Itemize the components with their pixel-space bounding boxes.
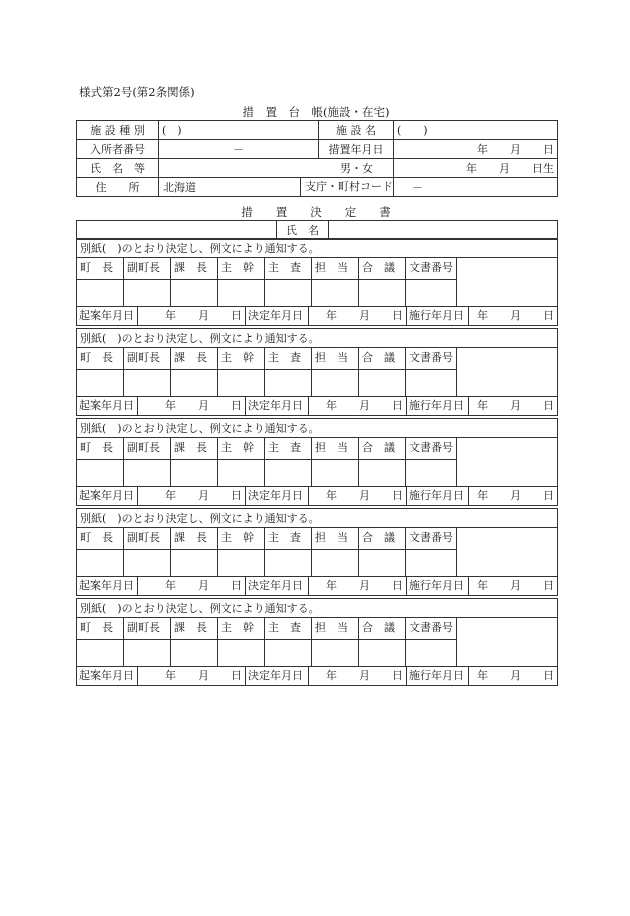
role-label: 文書番号	[406, 528, 457, 550]
role-label: 課 長	[171, 438, 218, 460]
address-value[interactable]	[159, 178, 394, 197]
approval-block	[76, 418, 558, 506]
role-label: 副町長	[124, 348, 171, 370]
role-label: 町 長	[77, 348, 124, 370]
role-label: 合 議	[359, 438, 406, 460]
decision-name-value[interactable]	[329, 221, 558, 240]
stamp-cell[interactable]	[406, 280, 457, 307]
role-label: 担 当	[312, 438, 359, 460]
decision-name-label: 氏 名	[277, 221, 329, 240]
stamp-cell[interactable]	[124, 640, 171, 667]
role-label: 副町長	[124, 438, 171, 460]
stamp-cell[interactable]	[124, 370, 171, 397]
stamp-cell[interactable]	[171, 640, 218, 667]
measure-date-label: 措置年月日	[319, 140, 394, 159]
enforce-date-label: 施行年月日	[407, 487, 469, 505]
stamp-cell[interactable]	[171, 550, 218, 577]
decide-date-value[interactable]: 年 月 日	[309, 307, 407, 325]
stamp-cell[interactable]	[406, 550, 457, 577]
stamp-cell[interactable]	[359, 370, 406, 397]
stamp-cell[interactable]	[171, 280, 218, 307]
role-label: 主 査	[265, 528, 312, 550]
enforce-date-label: 施行年月日	[407, 577, 469, 595]
approval-block	[76, 508, 558, 596]
enforce-date-label: 施行年月日	[407, 397, 469, 415]
name-label: 氏 名 等	[77, 159, 159, 178]
draft-date-label: 起案年月日	[77, 487, 138, 505]
stamp-cell[interactable]	[124, 280, 171, 307]
role-label: 課 長	[171, 528, 218, 550]
stamp-cell[interactable]	[171, 460, 218, 487]
block-note: 別紙( )のとおり決定し、例文により通知する。	[77, 509, 558, 528]
approval-block	[76, 238, 558, 326]
block-blank	[457, 348, 558, 397]
draft-date-label: 起案年月日	[77, 577, 138, 595]
address-text: 北海道	[163, 181, 196, 194]
stamp-cell[interactable]	[77, 460, 124, 487]
admission-no-value[interactable]: －	[159, 140, 319, 159]
role-label: 課 長	[171, 618, 218, 640]
block-blank	[457, 258, 558, 307]
block-note: 別紙( )のとおり決定し、例文により通知する。	[77, 599, 558, 618]
enforce-date-label: 施行年月日	[407, 667, 469, 685]
stamp-cell[interactable]	[218, 280, 265, 307]
decide-date-value[interactable]: 年 月 日	[309, 397, 407, 415]
facility-type-label: 施 設 種 別	[77, 121, 159, 140]
role-label: 主 幹	[218, 438, 265, 460]
stamp-cell[interactable]	[265, 460, 312, 487]
role-label: 主 幹	[218, 528, 265, 550]
role-label: 合 議	[359, 618, 406, 640]
stamp-cell[interactable]	[218, 550, 265, 577]
form-id: 様式第2号(第2条関係)	[79, 85, 195, 99]
role-label: 合 議	[359, 258, 406, 280]
draft-date-value[interactable]: 年 月 日	[138, 397, 246, 415]
gender-value[interactable]: 男・女	[159, 159, 394, 178]
stamp-cell[interactable]	[218, 640, 265, 667]
approval-block	[76, 328, 558, 416]
stamp-cell[interactable]	[312, 640, 359, 667]
role-label: 合 議	[359, 528, 406, 550]
ledger-title: 措 置 台 帳(施設・在宅)	[242, 105, 390, 119]
stamp-cell[interactable]	[406, 370, 457, 397]
role-label: 主 幹	[218, 348, 265, 370]
draft-date-label: 起案年月日	[77, 667, 138, 685]
stamp-cell[interactable]	[312, 550, 359, 577]
decide-date-label: 決定年月日	[246, 307, 309, 325]
draft-date-value[interactable]: 年 月 日	[138, 487, 246, 505]
measure-date-value[interactable]: 年 月 日	[394, 140, 558, 159]
draft-date-label: 起案年月日	[77, 307, 138, 325]
stamp-cell[interactable]	[124, 550, 171, 577]
decide-date-label: 決定年月日	[246, 667, 309, 685]
block-note: 別紙( )のとおり決定し、例文により通知する。	[77, 419, 558, 438]
role-label: 担 当	[312, 618, 359, 640]
decision-title: 措 置 決 定 書	[241, 205, 391, 219]
stamp-cell[interactable]	[77, 370, 124, 397]
decide-date-value[interactable]: 年 月 日	[309, 577, 407, 595]
role-label: 主 査	[265, 438, 312, 460]
enforce-date-label: 施行年月日	[407, 307, 469, 325]
role-label: 文書番号	[406, 258, 457, 280]
draft-date-label: 起案年月日	[77, 397, 138, 415]
stamp-cell[interactable]	[265, 280, 312, 307]
role-label: 副町長	[124, 258, 171, 280]
facility-name-value[interactable]: ( )	[394, 121, 558, 140]
role-label: 課 長	[171, 258, 218, 280]
role-label: 町 長	[77, 258, 124, 280]
role-label: 主 幹	[218, 618, 265, 640]
stamp-cell[interactable]	[265, 550, 312, 577]
stamp-cell[interactable]	[312, 460, 359, 487]
stamp-cell[interactable]	[218, 460, 265, 487]
stamp-cell[interactable]	[171, 370, 218, 397]
block-blank	[457, 618, 558, 667]
birth-value[interactable]: 年 月 日生	[394, 159, 558, 178]
role-label: 副町長	[124, 618, 171, 640]
header-table	[76, 120, 558, 197]
enforce-date-value[interactable]: 年 月 日	[477, 579, 555, 592]
stamp-cell[interactable]	[77, 280, 124, 307]
role-label: 担 当	[312, 528, 359, 550]
role-label: 主 査	[265, 258, 312, 280]
decide-date-label: 決定年月日	[246, 397, 309, 415]
stamp-cell[interactable]	[359, 640, 406, 667]
role-label: 担 当	[312, 348, 359, 370]
draft-date-value[interactable]: 年 月 日	[138, 667, 246, 685]
stamp-cell[interactable]	[359, 550, 406, 577]
role-label: 町 長	[77, 528, 124, 550]
decide-date-label: 決定年月日	[246, 487, 309, 505]
stamp-cell[interactable]	[218, 370, 265, 397]
stamp-cell[interactable]	[406, 460, 457, 487]
enforce-date-value[interactable]: 年 月 日	[477, 309, 555, 322]
enforce-date-value[interactable]: 年 月 日	[477, 669, 555, 682]
stamp-cell[interactable]	[265, 640, 312, 667]
draft-date-value[interactable]: 年 月 日	[138, 307, 246, 325]
facility-name-label: 施 設 名	[319, 121, 394, 140]
role-label: 町 長	[77, 618, 124, 640]
role-label: 課 長	[171, 348, 218, 370]
decide-date-value[interactable]: 年 月 日	[309, 487, 407, 505]
facility-type-value[interactable]: ( )	[159, 121, 319, 140]
approval-block	[76, 598, 558, 686]
role-label: 主 幹	[218, 258, 265, 280]
role-label: 担 当	[312, 258, 359, 280]
stamp-cell[interactable]	[359, 280, 406, 307]
admission-no-label: 入所者番号	[77, 140, 159, 159]
code-label: 支庁・町村コード	[300, 178, 393, 196]
decide-date-value[interactable]: 年 月 日	[309, 667, 407, 685]
stamp-cell[interactable]	[124, 460, 171, 487]
role-label: 町 長	[77, 438, 124, 460]
role-label: 文書番号	[406, 348, 457, 370]
enforce-date-value[interactable]: 年 月 日	[477, 399, 555, 412]
role-label: 主 査	[265, 348, 312, 370]
block-blank	[457, 528, 558, 577]
decision-name-row	[76, 220, 558, 240]
stamp-cell[interactable]	[265, 370, 312, 397]
address-label: 住 所	[77, 178, 159, 197]
role-label: 文書番号	[406, 438, 457, 460]
role-label: 文書番号	[406, 618, 457, 640]
stamp-cell[interactable]	[312, 370, 359, 397]
block-note: 別紙( )のとおり決定し、例文により通知する。	[77, 239, 558, 258]
stamp-cell[interactable]	[406, 640, 457, 667]
role-label: 合 議	[359, 348, 406, 370]
decide-date-label: 決定年月日	[246, 577, 309, 595]
block-note: 別紙( )のとおり決定し、例文により通知する。	[77, 329, 558, 348]
stamp-cell[interactable]	[359, 460, 406, 487]
stamp-cell[interactable]	[77, 550, 124, 577]
draft-date-value[interactable]: 年 月 日	[138, 577, 246, 595]
code-value[interactable]: －	[394, 178, 558, 197]
role-label: 主 査	[265, 618, 312, 640]
enforce-date-value[interactable]: 年 月 日	[477, 489, 555, 502]
stamp-cell[interactable]	[312, 280, 359, 307]
role-label: 副町長	[124, 528, 171, 550]
stamp-cell[interactable]	[77, 640, 124, 667]
block-blank	[457, 438, 558, 487]
